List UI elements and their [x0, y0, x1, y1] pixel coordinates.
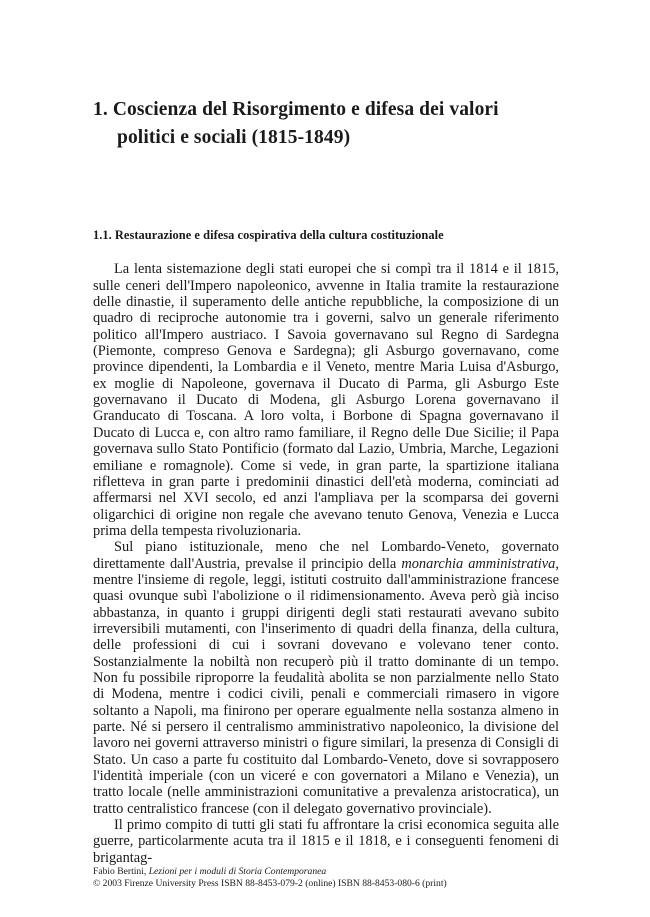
footer-copyright-line: © 2003 Firenze University Press ISBN 88-8453-079-2 (online) ISBN 88-8453-080-6 (print): [93, 878, 447, 890]
italic-term-monarchia-amministrativa: monarchia amministrativa: [401, 555, 556, 572]
page-footer: [93, 866, 593, 891]
chapter-number: 1.: [93, 99, 108, 120]
paragraph-1: La lenta sistemazione degli stati europei che si compì tra il 1814 e il 1815, sulle ceneri dell'Impero napoleonico, avvenne in Italia tramite la restaurazione delle dinastie, il superamento delle antiche repubbliche, la composizione di un quadro di reciproche autonomie tra i governi, salvo un generale riferimento politico all'Impero austriaco. I Savoia governavano sul Regno di Sardegna (Piemonte, compreso Genova e Sardegna); gli Asburgo governavano, come province dipendenti, la Lombardia e il Veneto, mentre Maria Luisa d'Asburgo, ex moglie di Napoleone, governava il Ducato di Parma, gli Asburgo Este governavano il Ducato di Modena, gli Asburgo Lorena governavano il Granducato di Toscana. A loro volta, i Borbone di Spagna governavano il Ducato di Lucca e, con altro ramo familiare, il Regno delle Due Sicilie; il Papa governava sullo Stato Pontificio (formato dal Lazio, Umbria, Marche, Legazioni emiliane e romagnole). Come si vede, in gran parte, la spartizione italiana rifletteva in gran parte i predominii dinastici dell'età moderna, cominciati ad affermarsi nel XVI secolo, ed anzi l'ampliava per la scomparsa dei governi oligarchici di origine non regale che avevano tenuto Genova, Venezia e Lucca prima della tempesta rivoluzionaria.: [93, 261, 559, 539]
paragraph-3: Il primo compito di tutti gli stati fu affrontare la crisi economica seguita alle guerre, particolarmente acuta tra il 1815 e il 1818, e i conseguenti fenomeni di brigantag-: [93, 817, 559, 866]
body-text: [93, 243, 559, 866]
footer-author: Fabio Bertini,: [93, 866, 149, 877]
chapter-title: [93, 0, 559, 151]
footer-citation-line: [93, 866, 593, 878]
section-heading: 1.1. Restaurazione e difesa cospirativa della cultura costituzionale: [93, 228, 444, 243]
page-content: [93, 0, 559, 866]
paragraph-2-part-2: , mentre l'insieme di regole, leggi, istituti costruito dall'amministrazione francese quasi ovunque subì l'abolizione o il ridimensionamento. Aveva però già inciso abbastanza, in quanto i gruppi dirigenti degli stati restaurati avevano subito irreversibili mutamenti, con l'inserimento di quadri della finanza, della cultura, delle professioni di cui i sovrani dovevano e volevano tener conto. Sostanzialmente la nobiltà non recuperò più il tratto dominante di un tempo. Non fu possibile riproporre la feudalità abolita se non parzialmente nello Stato di Modena, mentre i codici civili, penali e commerciali rimasero in vigore soltanto a Napoli, ma finirono per operare egualmente nella sostanza almeno in parte. Né si persero il centralismo amministrativo napoleonico, la divisione del lavoro nei governi attraverso ministri o figure similari, la presenza di Consigli di Stato. Un caso a parte fu costituito dal Lombardo-Veneto, dove si sovrapposero l'identità imperiale (con un viceré e con governatori a Milano e Venezia), un tratto locale (nelle amministrazioni comunitative a prevalenza aristocratica), un tratto centralistico francese (con il delegato governativo provinciale).: [93, 555, 559, 817]
chapter-title-line-1: Coscienza del Risorgimento e difesa dei valori: [112, 99, 499, 120]
paragraph-2: [93, 539, 559, 817]
footer-work-title: Lezioni per i moduli di Storia Contemporanea: [148, 866, 327, 877]
chapter-title-line-2: politici e sociali (1815-1849): [117, 126, 351, 148]
paragraph-2-part-1: Sul piano istituzionale, meno che nel Lombardo-Veneto, governato direttamente dall'Austria, prevalse il principio della: [93, 539, 559, 572]
